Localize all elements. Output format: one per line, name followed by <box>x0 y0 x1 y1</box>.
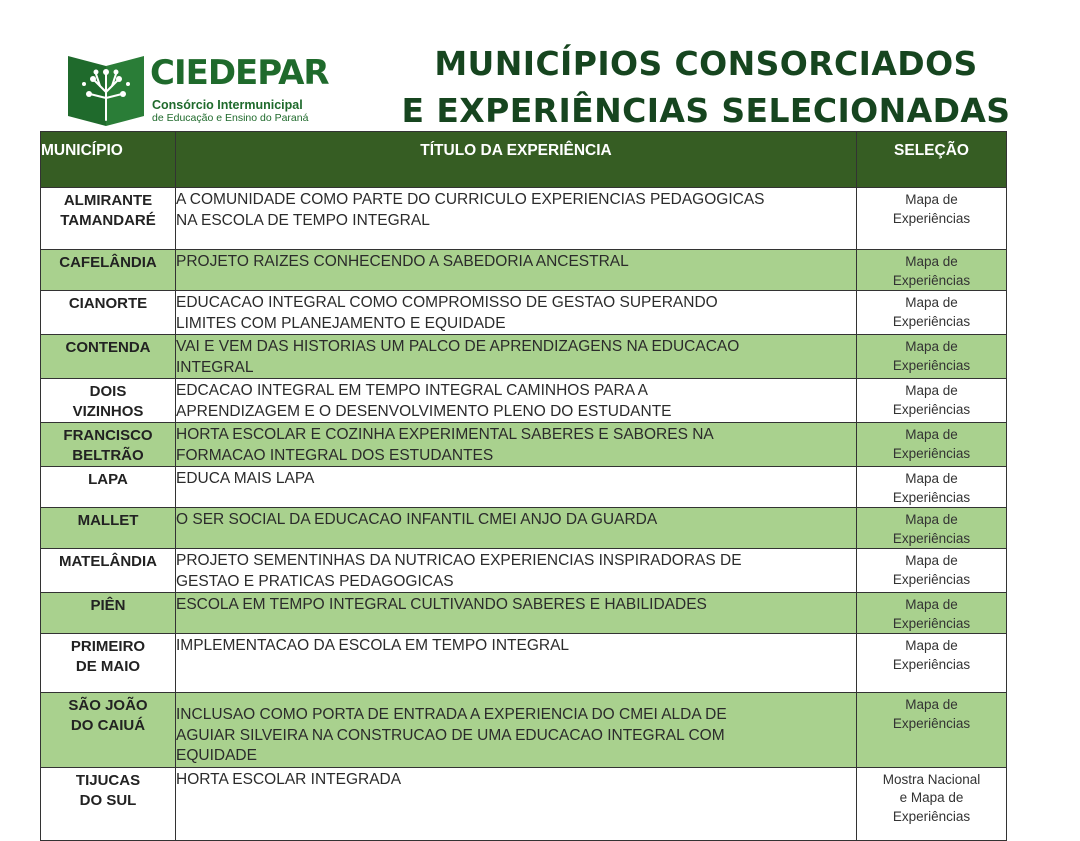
titulo-line: EDUCA MAIS LAPA <box>176 470 315 487</box>
titulo-line: O SER SOCIAL DA EDUCACAO INFANTIL CMEI ANJO DA GUARDA <box>176 511 658 528</box>
table-row <box>41 634 1007 693</box>
titulo-line: IMPLEMENTACAO DA ESCOLA EM TEMPO INTEGRAL <box>176 637 570 654</box>
cell-selecao <box>857 291 1007 335</box>
table-row <box>41 767 1007 840</box>
cell-titulo <box>176 423 857 467</box>
page-title <box>396 40 1016 134</box>
selecao-line: Mapa de <box>905 295 958 310</box>
selecao-line: Experiências <box>892 615 971 631</box>
cell-selecao <box>857 379 1007 423</box>
table-row <box>41 549 1007 593</box>
municipio-line: BELTRÃO <box>72 447 144 464</box>
cell-municipio <box>41 593 176 634</box>
cell-selecao <box>857 335 1007 379</box>
titulo-line: HORTA ESCOLAR E COZINHA EXPERIMENTAL SABERES E SABORES NA <box>176 426 714 443</box>
selecao-line: Experiências <box>892 656 971 672</box>
cell-titulo <box>176 508 857 549</box>
selecao-line: Mapa de <box>905 339 958 354</box>
cell-selecao <box>857 188 1007 250</box>
table-row <box>41 508 1007 549</box>
titulo-line: HORTA ESCOLAR INTEGRADA <box>176 770 402 788</box>
cell-titulo <box>176 767 857 840</box>
municipio-line: MALLET <box>77 512 139 529</box>
selecao-line: Experiências <box>892 357 971 373</box>
titulo-line: PROJETO SEMENTINHAS DA NUTRICAO EXPERIENCIAS INSPIRADORAS DE <box>176 552 742 569</box>
cell-selecao <box>857 250 1007 291</box>
selecao-line: Experiências <box>892 272 971 288</box>
cell-municipio <box>41 549 176 593</box>
cell-selecao <box>857 634 1007 693</box>
logo-subtitle-line1: Consórcio Intermunicipal <box>152 98 303 112</box>
selecao-line: Mapa de <box>905 192 958 207</box>
table-row <box>41 593 1007 634</box>
table-row <box>41 693 1007 768</box>
table-row <box>41 379 1007 423</box>
selecao-line: Experiências <box>892 210 971 226</box>
selecao-line: Experiências <box>892 401 971 417</box>
municipio-line: TAMANDARÉ <box>60 212 156 229</box>
column-header-municipio: MUNICÍPIO <box>41 132 176 188</box>
selecao-line: Experiências <box>892 571 971 587</box>
titulo-line: EQUIDADE <box>176 747 257 764</box>
cell-titulo <box>176 634 857 693</box>
cell-titulo <box>176 291 857 335</box>
selecao-line: Experiências <box>892 445 971 461</box>
cell-titulo <box>176 693 857 768</box>
municipio-line: DO SUL <box>79 791 137 809</box>
titulo-line: AGUIAR SILVEIRA NA CONSTRUCAO DE UMA EDUCACAO INTEGRAL COM <box>176 726 725 744</box>
selecao-line: Mostra Nacional <box>882 771 981 787</box>
cell-municipio <box>41 423 176 467</box>
titulo-line: APRENDIZAGEM E O DESENVOLVIMENTO PLENO DO ESTUDANTE <box>176 402 672 420</box>
titulo-line: PROJETO RAIZES CONHECENDO A SABEDORIA ANCESTRAL <box>176 253 629 270</box>
titulo-line: A COMUNIDADE COMO PARTE DO CURRICULO EXPERIENCIAS PEDAGOGICAS <box>176 191 765 208</box>
table-row <box>41 291 1007 335</box>
column-header-selecao: SELEÇÃO <box>857 132 1007 188</box>
table-row <box>41 250 1007 291</box>
municipio-line: CAFELÂNDIA <box>59 254 157 271</box>
selecao-line: Mapa de <box>905 471 958 486</box>
cell-municipio <box>41 634 176 693</box>
titulo-line: NA ESCOLA DE TEMPO INTEGRAL <box>176 211 430 229</box>
municipio-line: PRIMEIRO <box>70 638 146 655</box>
municipio-line: CONTENDA <box>65 339 151 356</box>
cell-selecao <box>857 593 1007 634</box>
selecao-line: Mapa de <box>905 383 958 398</box>
table-header-row <box>41 132 1007 188</box>
cell-municipio <box>41 250 176 291</box>
selecao-line: Experiências <box>892 808 971 824</box>
municipio-line: CIANORTE <box>68 295 148 312</box>
cell-municipio <box>41 467 176 508</box>
logo-name: CIEDEPAR <box>150 53 329 93</box>
experiences-table <box>40 131 1007 841</box>
municipio-line: PIÊN <box>90 597 126 614</box>
titulo-line: EDCACAO INTEGRAL EM TEMPO INTEGRAL CAMINHOS PARA A <box>176 382 648 399</box>
cell-selecao <box>857 467 1007 508</box>
cell-municipio <box>41 693 176 768</box>
titulo-line: ESCOLA EM TEMPO INTEGRAL CULTIVANDO SABERES E HABILIDADES <box>176 596 707 613</box>
selecao-line: Mapa de <box>905 597 958 612</box>
municipio-line: DE MAIO <box>75 658 141 675</box>
cell-municipio <box>41 379 176 423</box>
municipio-line: MATELÂNDIA <box>58 553 158 570</box>
cell-titulo <box>176 549 857 593</box>
table-row <box>41 335 1007 379</box>
selecao-line: Experiências <box>892 715 971 731</box>
municipio-line: ALMIRANTE <box>63 192 153 209</box>
cell-selecao <box>857 693 1007 768</box>
table-row <box>41 423 1007 467</box>
municipio-line: TIJUCAS <box>75 771 141 789</box>
titulo-line: INTEGRAL <box>176 358 254 376</box>
cell-municipio <box>41 291 176 335</box>
cell-municipio <box>41 188 176 250</box>
titulo-line: EDUCACAO INTEGRAL COMO COMPROMISSO DE GESTAO SUPERANDO <box>176 294 718 311</box>
selecao-line: Experiências <box>892 489 971 505</box>
cell-selecao <box>857 767 1007 840</box>
selecao-line: e Mapa de <box>899 790 964 805</box>
selecao-line: Mapa de <box>905 254 958 269</box>
cell-selecao <box>857 508 1007 549</box>
titulo-line: LIMITES COM PLANEJAMENTO E EQUIDADE <box>176 314 506 332</box>
titulo-line: INCLUSAO COMO PORTA DE ENTRADA A EXPERIENCIA DO CMEI ALDA DE <box>176 706 727 723</box>
municipio-line: DO CAIUÁ <box>70 717 146 734</box>
cell-titulo <box>176 250 857 291</box>
table-row <box>41 188 1007 250</box>
cell-titulo <box>176 188 857 250</box>
page-title-line1: MUNICÍPIOS CONSORCIADOS <box>434 44 978 83</box>
cell-titulo <box>176 593 857 634</box>
cell-municipio <box>41 767 176 840</box>
selecao-line: Mapa de <box>905 427 958 442</box>
selecao-line: Mapa de <box>905 512 958 527</box>
cell-municipio <box>41 508 176 549</box>
selecao-line: Experiências <box>892 530 971 546</box>
table-row <box>41 467 1007 508</box>
municipio-line: DOIS <box>89 383 127 400</box>
municipio-line: LAPA <box>88 471 128 488</box>
selecao-line: Experiências <box>892 313 971 329</box>
cell-titulo <box>176 379 857 423</box>
municipio-line: SÃO JOÃO <box>68 697 148 714</box>
selecao-line: Mapa de <box>905 638 958 653</box>
column-header-titulo: TÍTULO DA EXPERIÊNCIA <box>176 132 857 188</box>
cell-municipio <box>41 335 176 379</box>
logo-subtitle-line2: de Educação e Ensino do Paraná <box>152 112 309 124</box>
ciedepar-logo <box>66 48 329 128</box>
municipio-line: VIZINHOS <box>72 403 144 420</box>
cell-selecao <box>857 423 1007 467</box>
titulo-line: GESTAO E PRATICAS PEDAGOGICAS <box>176 572 454 590</box>
selecao-line: Mapa de <box>905 697 958 712</box>
cell-titulo <box>176 335 857 379</box>
titulo-line: FORMACAO INTEGRAL DOS ESTUDANTES <box>176 446 494 464</box>
open-book-tree-icon <box>66 48 146 128</box>
cell-selecao <box>857 549 1007 593</box>
selecao-line: Mapa de <box>905 553 958 568</box>
titulo-line: VAI E VEM DAS HISTORIAS UM PALCO DE APRENDIZAGENS NA EDUCACAO <box>176 338 740 355</box>
municipio-line: FRANCISCO <box>63 427 153 444</box>
page-title-line2: E EXPERIÊNCIAS SELECIONADAS <box>401 91 1011 130</box>
cell-titulo <box>176 467 857 508</box>
